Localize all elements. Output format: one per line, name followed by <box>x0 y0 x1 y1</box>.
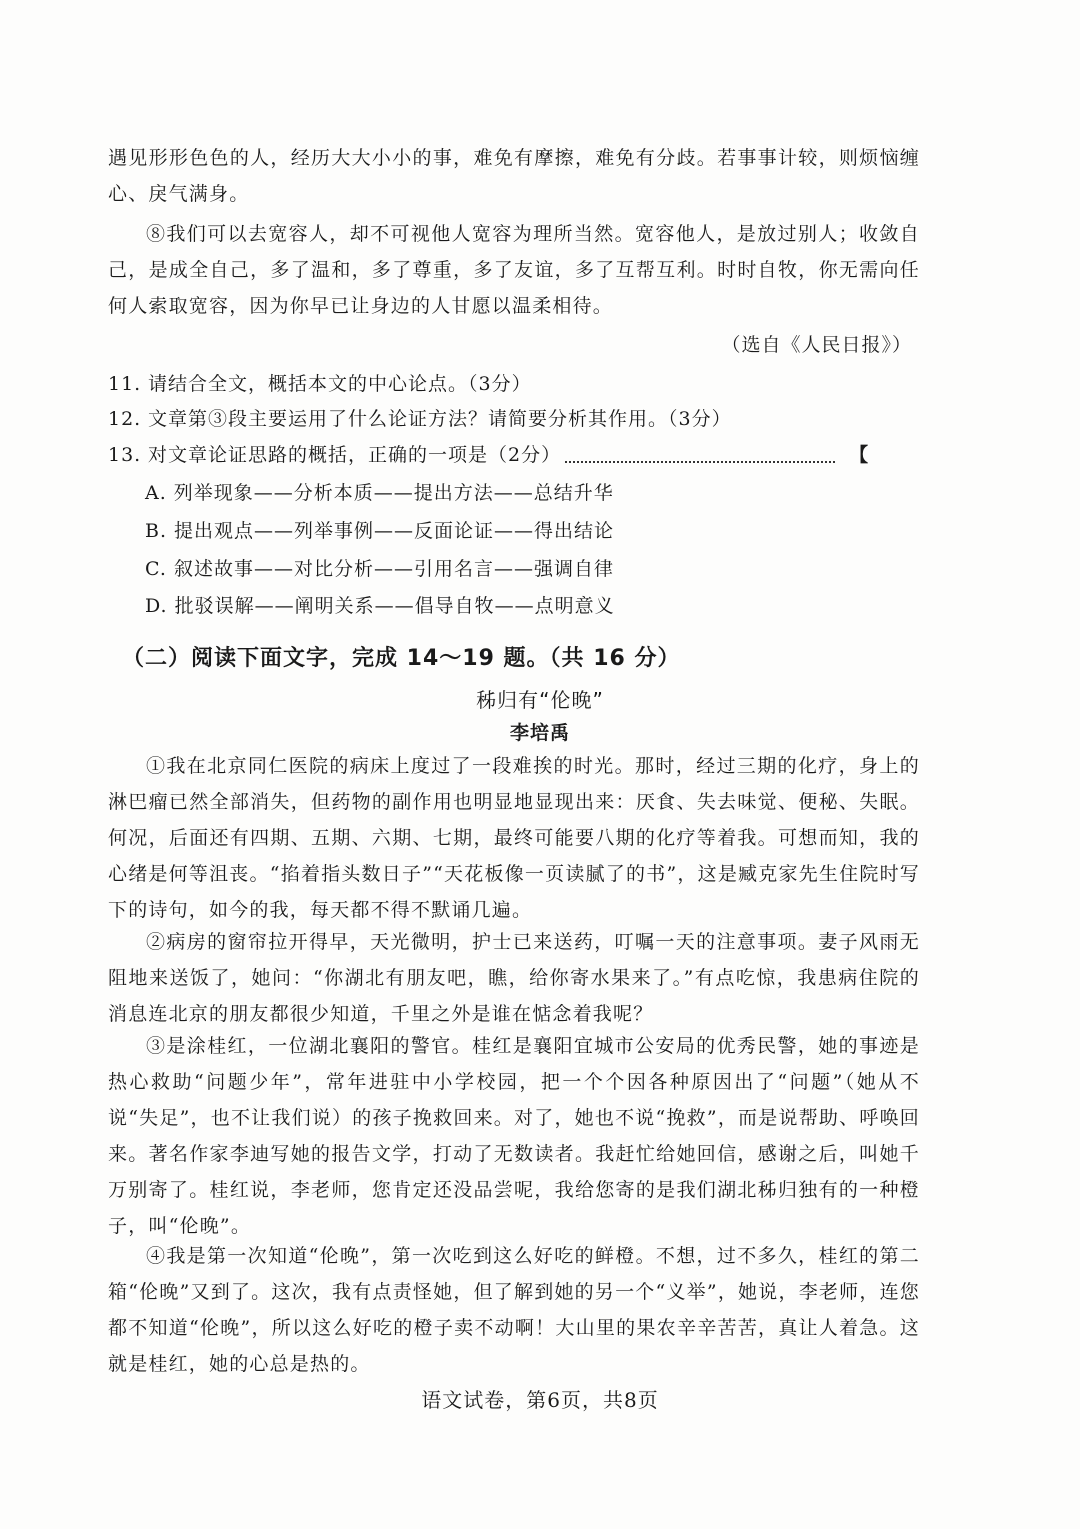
answer-bracket: 【 <box>849 444 870 466</box>
option-b: B. 提出观点——列举事例——反面论证——得出结论 <box>145 520 615 542</box>
answer-dotted-leader <box>565 449 835 463</box>
option-c: C. 叙述故事——对比分析——引用名言——强调自律 <box>145 558 614 580</box>
passage-paragraph-continued: 遇见形形色色的人，经历大大小小的事，难免有摩擦，难免有分歧。若事事计较，则烦恼缠心、戾气满身。 <box>108 147 920 205</box>
question-13 <box>108 440 869 470</box>
page-footer: 语文试卷，第6页，共8页 <box>421 1388 659 1412</box>
option-a: A. 列举现象——分析本质——提出方法——总结升华 <box>145 482 614 504</box>
article-paragraph-4: ④我是第一次知道“伦晚”，第一次吃到这么好吃的鲜橙。不想，过不多久，桂红的第二箱“伦晚”又到了。这次，我有点责怪她，但了解到她的另一个“义举”，她说，李老师，连您都不知道“伦晚”，所以这么好吃的橙子卖不动啊！大山里的果农辛辛苦苦，真让人着急。这就是桂红，她的心总是热的。 <box>108 1245 920 1375</box>
passage-paragraph-8: ⑧我们可以去宽容人，却不可视他人宽容为理所当然。宽容他人，是放过别人；收敛自己，是成全自己，多了温和，多了尊重，多了友谊，多了互帮互利。时时自牧，你无需向任何人索取宽容，因为你早已让身边的人甘愿以温柔相待。 <box>108 223 920 317</box>
question-11 <box>108 369 532 399</box>
question-text: 对文章论证思路的概括，正确的一项是（2分） <box>148 444 562 466</box>
article-paragraph-1: ①我在北京同仁医院的病床上度过了一段难挨的时光。那时，经过三期的化疗，身上的淋巴瘤已然全部消失，但药物的副作用也明显地显现出来：厌食、失去味觉、便秘、失眠。何况，后面还有四期、五期、六期、七期，最终可能要八期的化疗等着我。可想而知，我的心绪是何等沮丧。“掐着指头数日子”“天花板像一页读腻了的书”，这是臧克家先生住院时写下的诗句，如今的我，每天都不得不默诵几遍。 <box>108 755 920 921</box>
question-12 <box>108 404 732 434</box>
question-text: 文章第③段主要运用了什么论证方法？请简要分析其作用。（3分） <box>148 408 732 430</box>
question-number: 13. <box>108 444 142 466</box>
section-heading: （二）阅读下面文字，完成 14～19 题。（共 16 分） <box>122 646 681 671</box>
question-number: 11. <box>108 373 142 395</box>
article-paragraph-3: ③是涂桂红，一位湖北襄阳的警官。桂红是襄阳宜城市公安局的优秀民警，她的事迹是热心救助“问题少年”，常年进驻中小学校园，把一个个因各种原因出了“问题”（她从不说“失足”，也不让我们说）的孩子挽救回来。对了，她也不说“挽救”，而是说帮助、呼唤回来。著名作家李迪写她的报告文学，打动了无数读者。我赶忙给她回信，感谢之后，叫她千万别寄了。桂红说，李老师，您肯定还没品尝呢，我给您寄的是我们湖北秭归独有的一种橙子，叫“伦晚”。 <box>108 1035 920 1237</box>
article-title: 秭归有“伦晚” <box>476 688 604 712</box>
article-paragraph-2: ②病房的窗帘拉开得早，天光微明，护士已来送药，叮嘱一天的注意事项。妻子风雨无阻地来送饭了，她问：“你湖北有朋友吧，瞧，给你寄水果来了。”有点吃惊，我患病住院的消息连北京的朋友都很少知道，千里之外是谁在惦念着我呢？ <box>108 931 920 1025</box>
question-text: 请结合全文，概括本文的中心论点。（3分） <box>148 373 532 395</box>
question-number: 12. <box>108 408 142 430</box>
passage-source: （选自《人民日报》） <box>721 334 912 356</box>
article-author: 李培禹 <box>509 722 570 744</box>
option-d: D. 批驳误解——阐明关系——倡导自牧——点明意义 <box>145 595 615 617</box>
